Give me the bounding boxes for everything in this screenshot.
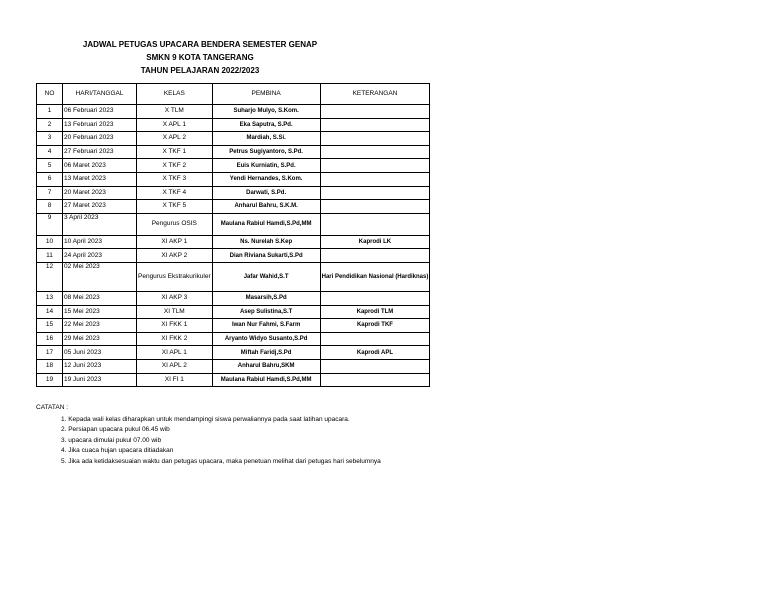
cell-kelas: XI FKK 1: [137, 319, 213, 333]
cell-no: 18: [37, 359, 63, 373]
cell-date: 19 Juni 2023: [63, 373, 137, 387]
cell-kelas: Pengurus Ekstrakurikuler: [137, 262, 213, 291]
cell-no: 10: [37, 235, 63, 249]
column-header-pembina: PEMBINA: [212, 84, 320, 105]
cell-no: 4: [37, 145, 63, 159]
cell-date: 3 April 2023: [63, 213, 137, 235]
cell-pembina: Anharul Bahru, S.K.M.: [212, 200, 320, 214]
cell-keterangan: [320, 359, 430, 373]
cell-kelas: X APL 2: [137, 132, 213, 146]
cell-kelas: X TKF 3: [137, 172, 213, 186]
cell-date: 29 Mei 2023: [63, 332, 137, 346]
cell-kelas: Pengurus OSIS: [137, 213, 213, 235]
cell-kelas: X TKF 1: [137, 145, 213, 159]
cell-keterangan: [320, 200, 430, 214]
cell-pembina: Anharul Bahru,SKM: [212, 359, 320, 373]
cell-pembina: Darwati, S.Pd.: [212, 186, 320, 200]
cell-date: 12 Juni 2023: [63, 359, 137, 373]
table-row: [37, 213, 430, 235]
cell-date: 08 Mei 2023: [63, 291, 137, 305]
cell-keterangan: [320, 118, 430, 132]
cell-pembina: Ns. Nurelah S.Kep: [212, 235, 320, 249]
cell-keterangan: [320, 145, 430, 159]
cell-date: 02 Mei 2023: [63, 262, 137, 291]
cell-no: 7: [37, 186, 63, 200]
column-header-date: HARI/TANGGAL: [63, 84, 137, 105]
notes-list: [36, 415, 381, 468]
cell-kelas: XI AKP 1: [137, 235, 213, 249]
cell-keterangan: [320, 132, 430, 146]
note-item: 4. Jika cuaca hujan upacara ditiadakan: [61, 447, 174, 454]
cell-kelas: XI APL 2: [137, 359, 213, 373]
cell-no: 16: [37, 332, 63, 346]
cell-pembina: Mardiah, S.Si.: [212, 132, 320, 146]
note-item: 2. Persiapan upacara pukul 06.45 wib: [61, 426, 170, 433]
document-header: [0, 38, 400, 77]
note-item: 1. Kepada wali kelas diharapkan untuk mendampingi siswa perwaliannya pada saat latihan upacara.: [61, 415, 350, 423]
table-row: [37, 172, 430, 186]
table-row: [37, 200, 430, 214]
cell-kelas: X TKF 4: [137, 186, 213, 200]
cell-kelas: XI FKK 2: [137, 332, 213, 346]
cell-date: 06 Maret 2023: [63, 159, 137, 173]
cell-date: 20 Februari 2023: [63, 132, 137, 146]
cell-keterangan: Kaprodi TLM: [320, 305, 430, 319]
table-header-row: [37, 84, 430, 105]
cell-pembina: Eka Saputra, S.Pd.: [212, 118, 320, 132]
cell-date: 20 Maret 2023: [63, 186, 137, 200]
header-title: JADWAL PETUGAS UPACARA BENDERA SEMESTER GENAP: [82, 40, 318, 49]
cell-date: 27 Februari 2023: [63, 145, 137, 159]
note-item: 3. upacara dimulai pukul 07.00 wib: [61, 436, 162, 444]
cell-keterangan: [320, 373, 430, 387]
table-row: [37, 132, 430, 146]
cell-keterangan: [320, 105, 430, 119]
cell-pembina: Maulana Rabiul Hamdi,S.Pd,MM: [212, 373, 320, 387]
cell-no: 8: [37, 200, 63, 214]
cell-keterangan: Kaprodi LK: [320, 235, 430, 249]
cell-kelas: X TLM: [137, 105, 213, 119]
cell-kelas: XI AKP 3: [137, 291, 213, 305]
table-row: [37, 291, 430, 305]
cell-no: 2: [37, 118, 63, 132]
cell-pembina: Petrus Sugiyantoro, S.Pd.: [212, 145, 320, 159]
table-row: [37, 159, 430, 173]
cell-pembina: Masarsih,S.Pd: [212, 291, 320, 305]
cell-no: 9: [37, 213, 63, 235]
column-header-no: NO: [37, 84, 63, 105]
cell-pembina: Miftah Faridj,S.Pd: [212, 346, 320, 360]
cell-no: 3: [37, 132, 63, 146]
cell-no: 5: [37, 159, 63, 173]
table-row: [37, 235, 430, 249]
cell-no: 15: [37, 319, 63, 333]
cell-keterangan: [320, 249, 430, 263]
table-row: [37, 249, 430, 263]
cell-kelas: X TKF 5: [137, 200, 213, 214]
column-header-keterangan: KETERANGAN: [320, 84, 430, 105]
cell-keterangan: [320, 332, 430, 346]
cell-no: 6: [37, 172, 63, 186]
cell-kelas: X TKF 2: [137, 159, 213, 173]
notes-title: CATATAN :: [36, 404, 69, 411]
cell-no: 19: [37, 373, 63, 387]
cell-kelas: X APL 1: [137, 118, 213, 132]
cell-pembina: Jafar Wahid,S.T: [212, 262, 320, 291]
cell-date: 27 Maret 2023: [63, 200, 137, 214]
cell-pembina: Aryanto Widyo Susanto,S.Pd: [212, 332, 320, 346]
table-row: [37, 319, 430, 333]
cell-date: 06 Februari 2023: [63, 105, 137, 119]
cell-keterangan: [320, 159, 430, 173]
table-row: [37, 145, 430, 159]
cell-kelas: XI FI 1: [137, 373, 213, 387]
header-school: SMKN 9 KOTA TANGERANG: [146, 53, 254, 62]
table-body: [37, 105, 430, 387]
header-year: TAHUN PELAJARAN 2022/2023: [140, 66, 260, 75]
cell-date: 15 Mei 2023: [63, 305, 137, 319]
table-row: [37, 262, 430, 291]
table-row: [37, 118, 430, 132]
cell-no: 13: [37, 291, 63, 305]
cell-kelas: XI APL 1: [137, 346, 213, 360]
cell-no: 14: [37, 305, 63, 319]
table-row: [37, 105, 430, 119]
table-row: [37, 332, 430, 346]
table-row: [37, 373, 430, 387]
cell-keterangan: [320, 213, 430, 235]
cell-pembina: Euis Kurniatin, S.Pd.: [212, 159, 320, 173]
cell-pembina: Suharjo Mulyo, S.Kom.: [212, 105, 320, 119]
cell-keterangan: [320, 186, 430, 200]
cell-date: 22 Mei 2023: [63, 319, 137, 333]
cell-keterangan: Hari Pendidikan Nasional (Hardiknas): [320, 262, 430, 291]
table-row: [37, 305, 430, 319]
schedule-table: [36, 83, 430, 387]
table-row: [37, 359, 430, 373]
cell-pembina: Dian Riviana Sukarti,S.Pd: [212, 249, 320, 263]
cell-kelas: XI TLM: [137, 305, 213, 319]
cell-no: 11: [37, 249, 63, 263]
cell-no: 1: [37, 105, 63, 119]
cell-kelas: XI AKP 2: [137, 249, 213, 263]
cell-pembina: Maulana Rabiul Hamdi,S.Pd,MM: [212, 213, 320, 235]
cell-date: 05 Juni 2023: [63, 346, 137, 360]
cell-no: 17: [37, 346, 63, 360]
notes-section: [36, 403, 381, 467]
note-item: 5. Jika ada ketidaksesuaian waktu dan petugas upacara, maka penetuan melihat dari petugas hari sebelumnya: [61, 457, 381, 465]
cell-no: 12: [37, 262, 63, 291]
cell-keterangan: Kaprodi APL: [320, 346, 430, 360]
cell-pembina: Iwan Nur Fahmi, S.Farm: [212, 319, 320, 333]
cell-date: 10 April 2023: [63, 235, 137, 249]
cell-pembina: Asep Sulistina,S.T: [212, 305, 320, 319]
cell-date: 13 Februari 2023: [63, 118, 137, 132]
cell-keterangan: [320, 291, 430, 305]
column-header-kelas: KELAS: [137, 84, 213, 105]
cell-date: 13 Maret 2023: [63, 172, 137, 186]
cell-keterangan: Kaprodi TKF: [320, 319, 430, 333]
table-row: [37, 186, 430, 200]
cell-pembina: Yendi Hernandes, S.Kom.: [212, 172, 320, 186]
cell-date: 24 April 2023: [63, 249, 137, 263]
cell-keterangan: [320, 172, 430, 186]
table-row: [37, 346, 430, 360]
